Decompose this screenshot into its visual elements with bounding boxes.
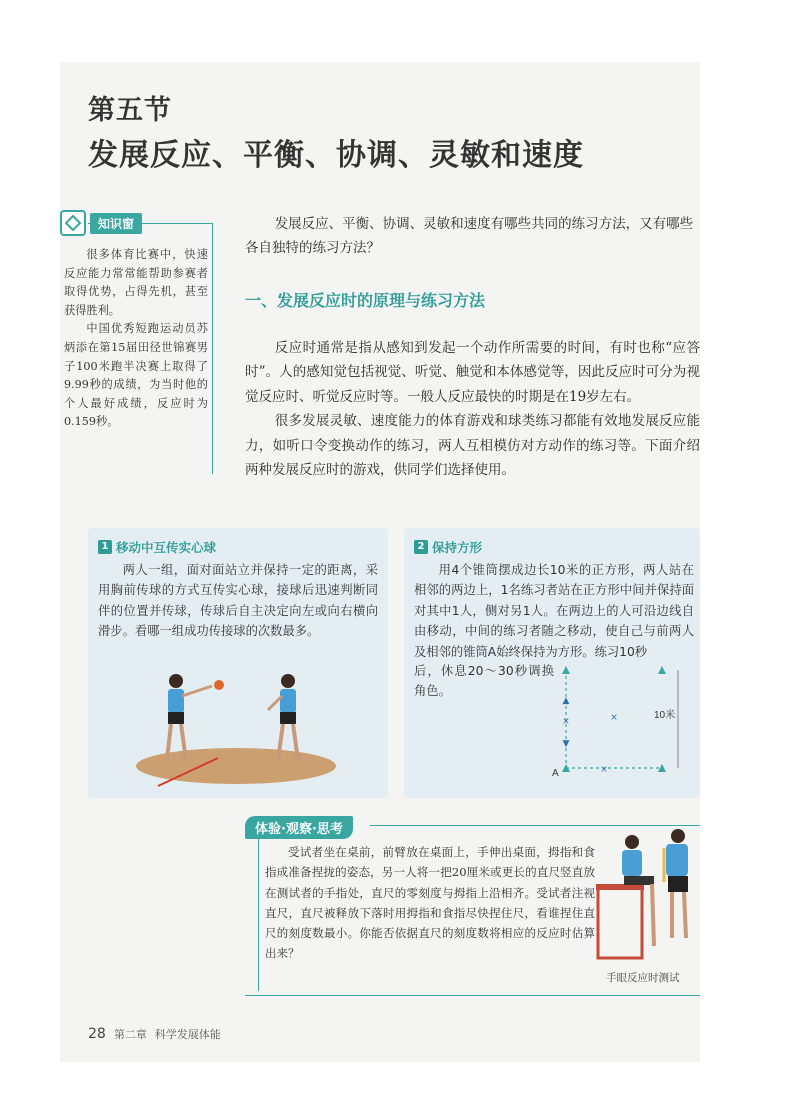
sidebar-paragraph: 很多体育比赛中，快速反应能力常常能帮助参赛者取得优势，占得先机，甚至获得胜利。 [64,248,208,317]
svg-text:▲: ▲ [562,696,570,706]
reaction-test-illustration [592,828,700,966]
card-text: 用4个锥筒摆成边长10米的正方形，两人站在相邻的两边上，1名练习者站在正方形中间并保持面对其中1人，侧对另1人。在两边上的人可沿边线自由移动，中间的练习者随之移动，使自己与前两人及相邻的锥筒A始终保持为方形。练习10秒 [414,563,694,659]
sidebar-paragraph: 中国优秀短跑运动员苏炳添在第15届田径世锦赛男子100米跑半决赛上取得了9.99秒的成绩，为当时他的个人最好成绩，反应时为0.159秒。 [64,322,208,429]
card-title [98,538,216,556]
section-heading: 一、发展反应时的原理与练习方法 [245,291,486,310]
chapter-title: 科学发展体能 [154,1028,221,1041]
intro-question: 发展反应、平衡、协调、灵敏和速度有哪些共同的练习方法，又有哪些各自独特的练习方法？ [245,216,694,256]
card-title-text: 保持方形 [432,540,483,555]
activity-card-2 [404,528,700,798]
page-title: 发展反应、平衡、协调、灵敏和速度 [88,138,584,173]
page-number: 28 [88,1026,106,1042]
experience-header [245,816,353,839]
chapter-number: 第二章 [113,1028,147,1041]
cone-a-label: A [552,768,559,779]
body-paragraph: 反应时通常是指从感知到发起一个动作所需要的时间，有时也称“应答时”。人的感知觉包括视觉、听觉、触觉和本体感觉等，因此反应时可分为视觉反应时、听觉反应时等。一般人反应最快的时期是在19岁左右。 [245,340,700,405]
card-number: 1 [98,540,112,554]
sidebar-body [64,246,208,432]
side-length-label: 10米 [654,710,676,721]
svg-text:×: × [600,765,608,775]
card-number: 2 [414,540,428,554]
card-title [414,538,482,556]
experience-tag: 体验·观察·思考 [245,816,353,839]
page-footer [88,1026,221,1042]
card-text: 两人一组，面对面站立并保持一定的距离，采用胸前传球的方式互传实心球，接球后迅速判断同伴的位置并传球，传球后自主决定向左或向右横向滑步。看哪一组成功传接球的次数最多。 [98,563,378,639]
section-body [245,336,700,482]
square-drill-diagram [544,658,700,798]
card-title-text: 移动中互传实心球 [116,540,217,555]
sidebar-label: 知识窗 [90,213,142,234]
activity-card-1 [88,528,388,798]
svg-text:▼: ▼ [562,739,570,749]
experience-bottom-rule [245,995,700,996]
sidebar-side-rule [212,223,213,474]
figure-caption: 手眼反应时测试 [606,972,680,984]
card-text-continued: 后，休息20～30秒调换角色。 [414,664,554,699]
sidebar-header [60,210,142,236]
experience-text: 受试者坐在桌前，前臂放在桌面上，手伸出桌面，拇指和食指成准备捏拢的姿态，另一人将一把20厘米或更长的直尺竖直放在测试者的手指处，直尺的零刻度与拇指上沿相齐。受试者注视直尺，直尺被释放下落时用拇指和食指尽快捏住尺，看谁捏住直尺的刻度数最小。你能否依据直尺的刻度数将相应的反应时估算出来？ [265,845,595,961]
experience-top-rule [370,825,700,826]
svg-text:×: × [562,717,570,727]
knowledge-window [60,210,213,474]
svg-text:×: × [610,713,618,723]
body-paragraph: 很多发展灵敏、速度能力的体育游戏和球类练习都能有效地发展反应能力，如听口令变换动作的练习，两人互相模仿对方动作的练习等。下面介绍两种发展反应时的游戏，供同学们选择使用。 [245,413,700,479]
ball-passing-illustration [88,648,388,798]
section-number: 第五节 [88,95,172,126]
diamond-icon [60,210,86,236]
experience-side-rule [258,836,259,991]
